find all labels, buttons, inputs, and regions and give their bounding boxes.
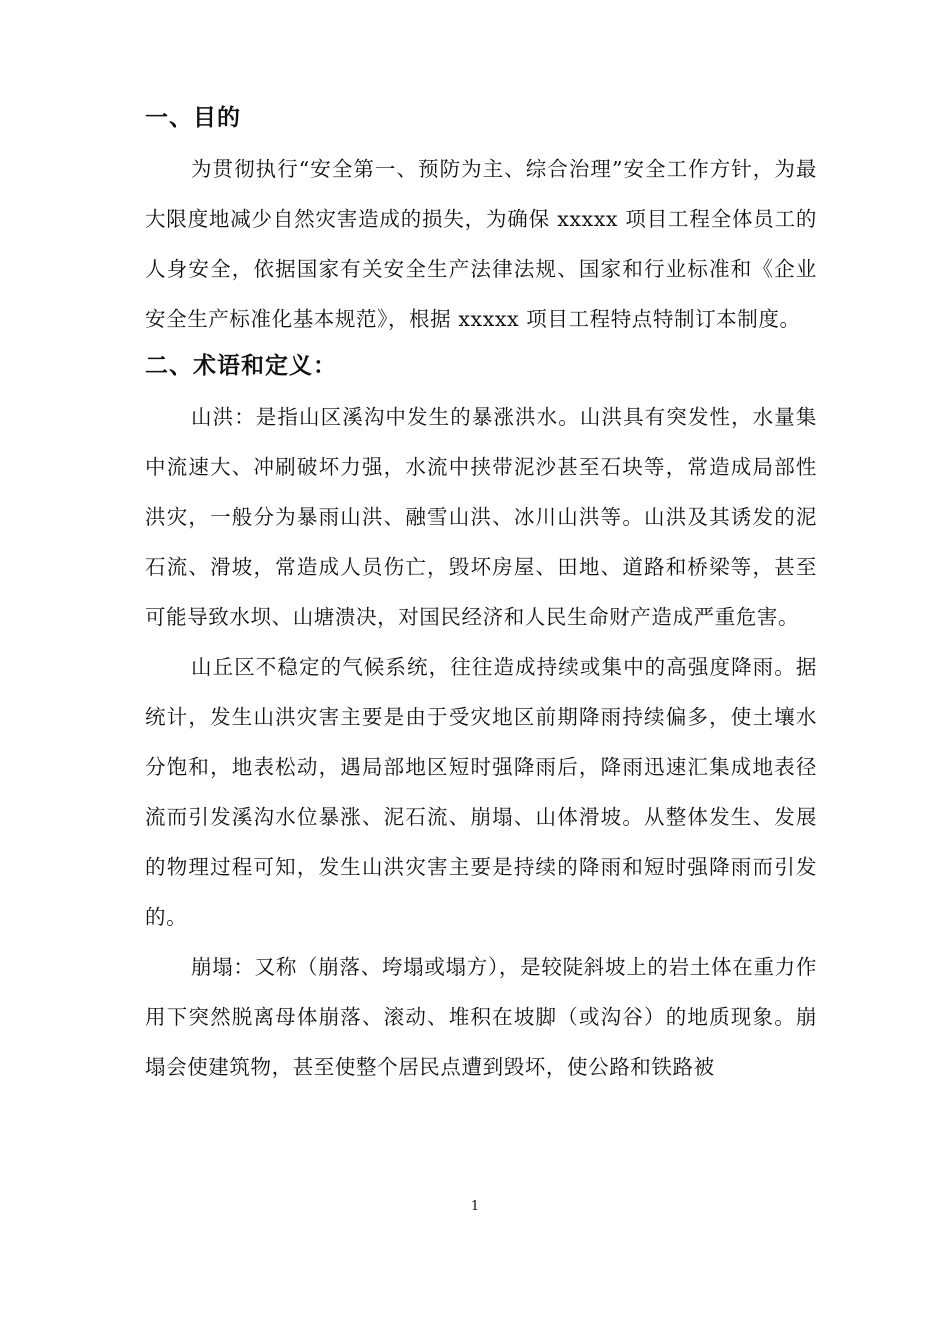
page-number: 1 bbox=[470, 1199, 480, 1214]
paragraph-flash-flood-causes: 山丘区不稳定的气候系统，往往造成持续或集中的高强度降雨。据统计，发生山洪灾害主要是由于受灾地区前期降雨持续偏多，使土壤水分饱和，地表松动，遇局部地区短时强降雨后，降雨迅速汇集成地表径流而引发溪沟水位暴涨、泥石流、崩塌、山体滑坡。从整体发生、发展的物理过程可知，发生山洪灾害主要是持续的降雨和短时强降雨而引发的。 bbox=[145, 655, 817, 929]
paragraph-flash-flood-definition: 山洪：是指山区溪沟中发生的暴涨洪水。山洪具有突发性，水量集中流速大、冲刷破坏力强，水流中挟带泥沙甚至石块等，常造成局部性洪灾，一般分为暴雨山洪、融雪山洪、冰川山洪等。山洪及其诱发的泥石流、滑坡，常造成人员伤亡，毁坏房屋、田地、道路和桥梁等，甚至可能导致水坝、山塘溃决，对国民经济和人民生命财产造成严重危害。 bbox=[145, 405, 817, 629]
document-body bbox=[145, 96, 817, 1092]
section-heading-purpose: 一、目的 bbox=[145, 105, 241, 131]
section-heading-terms: 二、术语和定义： bbox=[145, 353, 337, 379]
paragraph-collapse-definition: 崩塌：又称（崩落、垮塌或塌方），是较陡斜坡上的岩土体在重力作用下突然脱离母体崩落、滚动、堆积在坡脚（或沟谷）的地质现象。崩塌会使建筑物，甚至使整个居民点遭到毁坏，使公路和铁路被 bbox=[145, 955, 817, 1079]
paragraph-purpose: 为贯彻执行“安全第一、预防为主、综合治理”安全工作方针，为最大限度地减少自然灾害造成的损失，为确保 xxxxx 项目工程全体员工的人身安全，依据国家有关安全生产法律法规、国家和行业标准和《企业安全生产标准化基本规范》，根据 xxxxx 项目工程特点特制订本制度。 bbox=[145, 157, 817, 331]
